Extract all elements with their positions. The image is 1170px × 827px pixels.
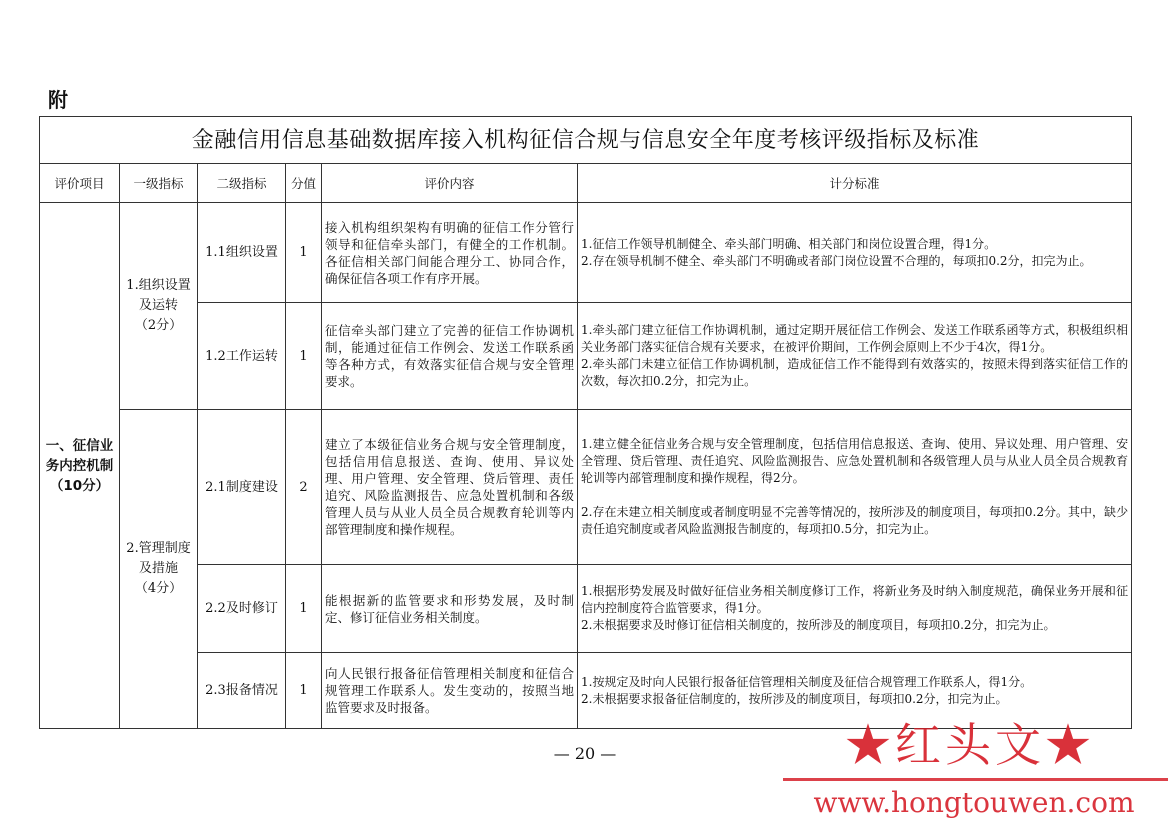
header-score: 分值 xyxy=(286,164,322,203)
content-cell: 向人民银行报备征信管理相关制度和征信合规管理工作联系人。发生变动的，按照当地监管要求及时报备。 xyxy=(322,653,578,729)
standard-item: 2.牵头部门未建立征信工作协调机制，造成征信工作不能得到有效落实的，按照未得到落实征信工作的次数，每次扣0.2分，扣完为止。 xyxy=(581,357,1129,388)
level2-cell: 2.1制度建设 xyxy=(198,410,286,565)
level2-cell: 1.2工作运转 xyxy=(198,303,286,410)
level2-cell: 1.1组织设置 xyxy=(198,203,286,303)
content-cell: 征信牵头部门建立了完善的征信工作协调机制，能通过征信工作例会、发送工作联系函等各种方式，有效落实征信合规与安全管理要求。 xyxy=(322,303,578,410)
standard-item: 1.征信工作领导机制健全、牵头部门明确、相关部门和岗位设置合理，得1分。 xyxy=(581,236,997,251)
header-level2: 二级指标 xyxy=(198,164,286,203)
watermark-divider xyxy=(783,778,1168,781)
watermark-brand: ★红头文★ xyxy=(845,718,1095,772)
watermark-url: www.hongtouwen.com xyxy=(813,786,1135,819)
score-cell: 1 xyxy=(286,565,322,653)
table-row xyxy=(40,410,1132,565)
header-project: 评价项目 xyxy=(40,164,120,203)
level1-cell xyxy=(120,203,198,410)
score-cell: 1 xyxy=(286,303,322,410)
standard-item: 2.存在未建立相关制度或者制度明显不完善等情况的，按所涉及的制度项目，每项扣0.2分。其中，缺少责任追究制度或者风险监测报告制度的，每项扣0.5分，扣完为止。 xyxy=(581,505,1129,536)
standard-cell xyxy=(578,410,1132,565)
score-cell: 2 xyxy=(286,410,322,565)
table-row xyxy=(40,203,1132,303)
level1-line: （4分） xyxy=(134,581,183,596)
page-number: — 20 — xyxy=(553,744,617,763)
standard-item: 1.建立健全征信业务合规与安全管理制度，包括信用信息报送、查询、使用、异议处理、用户管理、安全管理、贷后管理、责任追究、风险监测报告、应急处置机制和各级管理人员与从业人员全员合规教育轮训等内部管理制度和操作规程，得2分。 xyxy=(581,437,1129,485)
standard-cell xyxy=(578,303,1132,410)
standard-item: 2.存在领导机制不健全、牵头部门不明确或者部门岗位设置不合理的，每项扣0.2分，扣完为止。 xyxy=(581,253,1092,268)
project-line: 一、征信业 xyxy=(45,437,114,454)
score-cell: 1 xyxy=(286,203,322,303)
project-cell xyxy=(40,203,120,729)
level1-line: 及措施 xyxy=(138,561,178,576)
project-line: 务内控机制 xyxy=(45,457,114,474)
level2-cell: 2.3报备情况 xyxy=(198,653,286,729)
standard-item: 1.按规定及时向人民银行报备征信管理相关制度及征信合规管理工作联系人，得1分。 xyxy=(581,674,1033,689)
table-row xyxy=(40,565,1132,653)
score-cell: 1 xyxy=(286,653,322,729)
header-standard: 计分标准 xyxy=(578,164,1132,203)
level1-cell xyxy=(120,410,198,729)
annex-mark: 附 xyxy=(48,88,68,112)
table-title: 金融信用信息基础数据库接入机构征信合规与信息安全年度考核评级指标及标准 xyxy=(40,117,1132,164)
standard-cell xyxy=(578,565,1132,653)
level2-cell: 2.2及时修订 xyxy=(198,565,286,653)
table-header-row xyxy=(40,164,1132,203)
level1-line: 1.组织设置 xyxy=(126,278,191,293)
standard-item: 2.未根据要求及时修订征信相关制度的，按所涉及的制度项目，每项扣0.2分，扣完为止。 xyxy=(581,618,1056,632)
project-line: （10分） xyxy=(49,477,110,494)
standard-item: 1.牵头部门建立征信工作协调机制，通过定期开展征信工作例会、发送工作联系函等方式，积极组织相关业务部门落实征信合规有关要求，在被评价期间，工作例会原则上不少于4次，得1分。 xyxy=(581,323,1129,354)
content-cell: 接入机构组织架构有明确的征信工作分管行领导和征信牵头部门，有健全的工作机制。各征信相关部门间能合理分工、协同合作，确保征信各项工作有序开展。 xyxy=(322,203,578,303)
assessment-table xyxy=(39,116,1132,729)
level1-line: 及运转 xyxy=(138,298,178,313)
content-cell: 建立了本级征信业务合规与安全管理制度，包括信用信息报送、查询、使用、异议处理、用户管理、安全管理、贷后管理、责任追究、风险监测报告、应急处置机制和各级管理人员与从业人员全员合规教育轮训等内部管理制度和操作规程。 xyxy=(322,410,578,565)
level1-line: 2.管理制度 xyxy=(126,541,191,556)
standard-item: 2.未根据要求报备征信制度的，按所涉及的制度项目，每项扣0.2分，扣完为止。 xyxy=(581,691,1008,706)
standard-cell xyxy=(578,203,1132,303)
table-row xyxy=(40,303,1132,410)
level1-line: （2分） xyxy=(134,318,183,333)
header-level1: 一级指标 xyxy=(120,164,198,203)
header-content: 评价内容 xyxy=(322,164,578,203)
standard-item: 1.根据形势发展及时做好征信业务相关制度修订工作，将新业务及时纳入制度规范，确保业务开展和征信内控制度符合监管要求，得1分。 xyxy=(581,584,1129,615)
content-cell: 能根据新的监管要求和形势发展，及时制定、修订征信业务相关制度。 xyxy=(322,565,578,653)
